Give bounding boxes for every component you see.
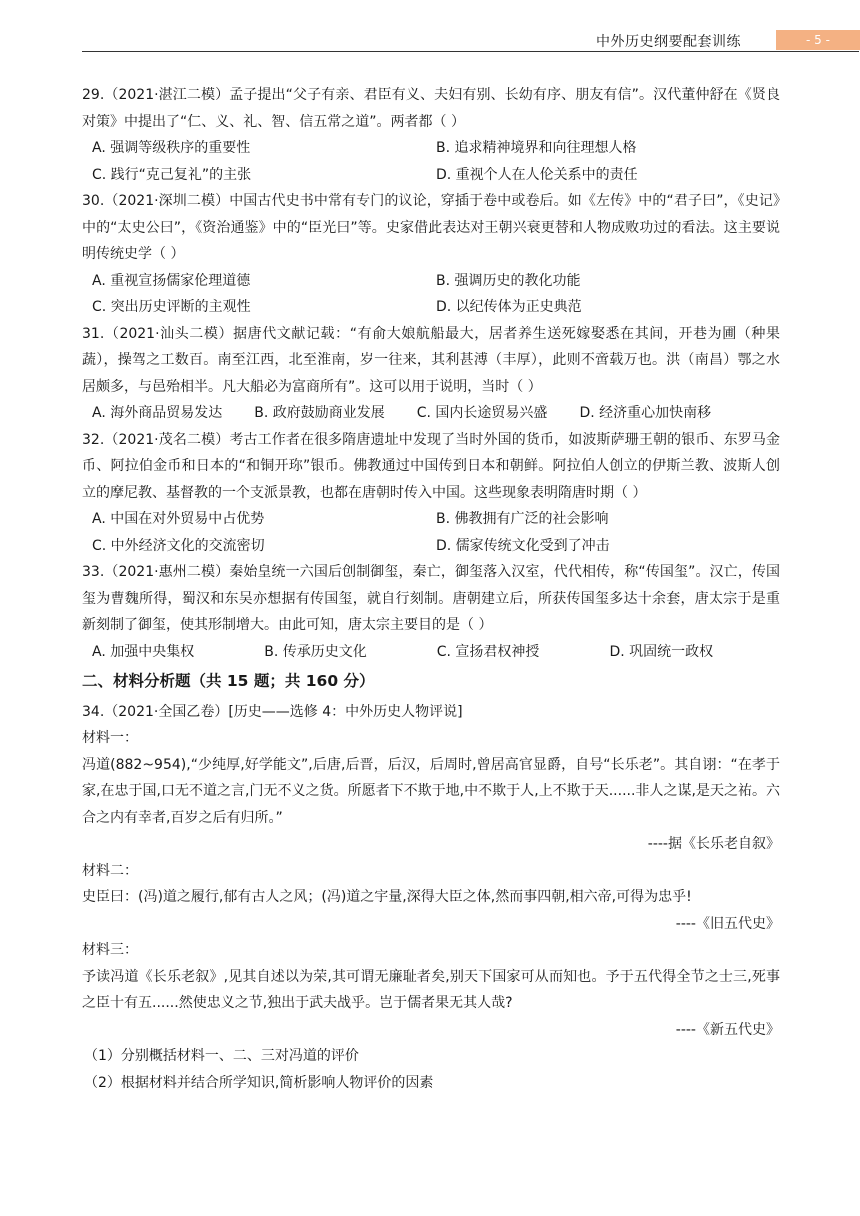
question-stem: 33.（2021·惠州二模）秦始皇统一六国后创制御玺，秦亡，御玺落入汉室，代代相传，称“传国玺”。汉亡，传国玺为曹魏所得，蜀汉和东吴亦想据有传国玺，就自行刻制。唐朝建立后，所获传国玺多达十余套，唐太宗于是重新刻制了御玺，使其形制增大。由此可知，唐太宗主要目的是（ ） — [82, 564, 780, 633]
option-a: A. 重视宣扬儒家伦理道德 — [92, 272, 251, 289]
option-a: A. 加强中央集权 — [92, 643, 195, 660]
question-34 — [82, 699, 780, 1097]
question-stem: 31.（2021·汕头二模）据唐代文献记载：“有俞大娘航船最大，居者养生送死嫁娶悉在其间，开巷为圃（种果蔬），操驾之工数百。南至江西，北至淮南，岁一往来，其利甚溥（丰厚），此则不啻载万也。洪（南昌）鄂之水居颇多，与邑殆相半。凡大船必为富商所有”。这可以用于说明，当时（ ） — [82, 325, 780, 395]
question-stem: 29.（2021·湛江二模）孟子提出“父子有亲、君臣有义、夫妇有别、长幼有序、朋友有信”。汉代董仲舒在《贤良对策》中提出了“仁、义、礼、智、信五常之道”。两者都（ ） — [82, 87, 780, 130]
option-a: A. 强调等级秩序的重要性 — [92, 140, 251, 156]
option-d: D. 巩固统一政权 — [609, 643, 714, 660]
option-c: C. 践行“克己复礼”的主张 — [92, 166, 252, 183]
option-c: C. 突出历史评断的主观性 — [92, 299, 251, 315]
question-stem: 32.（2021·茂名二模）考古工作者在很多隋唐遗址中发现了当时外国的货币，如波斯萨珊王朝的银币、东罗马金币、阿拉伯金币和日本的“和铜开珎”银币。佛教通过中国传到日本和朝鲜。阿拉伯人创立的伊斯兰教、波斯人创立的摩尼教、基督教的一个支派景教，也都在唐朝时传入中国。这些现象表明隋唐时期（ ） — [82, 431, 780, 501]
option-b: B. 传承历史文化 — [264, 643, 367, 660]
option-d: D. 经济重心加快南移 — [579, 405, 712, 421]
options — [82, 268, 780, 321]
material-3-text: 予读冯道《长乐老叙》,见其自述以为荣,其可谓无廉耻者矣,别天下国家可从而知也。予于五代得全节之士三,死事之臣十有五......然使忠义之节,独出于武夫战乎。岂于儒者果无其人哉? — [82, 968, 780, 1011]
options — [82, 506, 780, 559]
options — [82, 135, 780, 188]
option-d: D. 儒家传统文化受到了冲击 — [436, 537, 610, 554]
section-heading: 二、材料分析题（共 15 题；共 160 分） — [82, 672, 375, 690]
material-2-label: 材料二： — [82, 862, 138, 879]
header-title: 中外历史纲要配套训练 — [596, 34, 741, 50]
header-divider — [82, 51, 859, 52]
option-b: B. 追求精神境界和向往理想人格 — [436, 140, 637, 156]
question-29 — [82, 82, 780, 188]
material-2-text: 史臣曰：(冯)道之履行,郁有古人之风；(冯)道之宇量,深得大臣之体,然而事四朝,相六帝,可得为忠乎! — [82, 889, 692, 905]
sub-question-1: （1）分别概括材料一、二、三对冯道的评价 — [84, 1048, 359, 1064]
options — [82, 400, 780, 427]
material-1-label: 材料一： — [82, 730, 138, 746]
question-32 — [82, 427, 780, 560]
option-a: A. 中国在对外贸易中占优势 — [92, 511, 265, 527]
question-30 — [82, 188, 780, 321]
material-3-source: ----《新五代史》 — [675, 1021, 780, 1038]
option-d: D. 重视个人在人伦关系中的责任 — [436, 166, 638, 183]
material-1-source: ----据《长乐老自叙》 — [647, 836, 780, 852]
page-content — [82, 82, 780, 1096]
option-c: C. 中外经济文化的交流密切 — [92, 537, 265, 554]
sub-question-2: （2）根据材料并结合所学知识,简析影响人物评价的因素 — [84, 1074, 434, 1091]
option-b: B. 强调历史的教化功能 — [436, 272, 581, 289]
question-stem: 34.（2021·全国乙卷）[历史——选修 4：中外历史人物评说] — [82, 703, 463, 720]
page-number-badge: - 5 - — [776, 30, 860, 50]
material-1-text: 冯道(882~954),“少纯厚,好学能文”,后唐,后晋，后汉，后周时,曾居高官显爵，自号“长乐老”。其自诩：“在孝于家,在忠于国,口无不道之言,门无不义之货。所愿者下不欺于地,中不欺于人,上不欺于天......非人之谋,是天之祐。六合之内有幸者,百岁之后有归所。” — [82, 756, 780, 826]
option-b: B. 佛教拥有广泛的社会影响 — [436, 511, 609, 527]
option-b: B. 政府鼓励商业发展 — [254, 405, 385, 421]
options — [82, 639, 780, 666]
option-d: D. 以纪传体为正史典范 — [436, 299, 582, 315]
question-33 — [82, 559, 780, 665]
option-a: A. 海外商品贸易发达 — [92, 405, 223, 421]
question-stem: 30.（2021·深圳二模）中国古代史书中常有专门的议论，穿插于卷中或卷后。如《左传》中的“君子曰”，《史记》中的“太史公曰”，《资治通鉴》中的“臣光曰”等。史家借此表达对王朝兴衰更替和人物成败功过的看法。这主要说明传统史学（ ） — [82, 193, 780, 262]
option-c: C. 国内长途贸易兴盛 — [416, 405, 548, 421]
material-3-label: 材料三： — [82, 942, 138, 958]
option-c: C. 宣扬君权神授 — [436, 643, 540, 660]
material-2-source: ----《旧五代史》 — [675, 915, 780, 932]
question-31 — [82, 321, 780, 427]
